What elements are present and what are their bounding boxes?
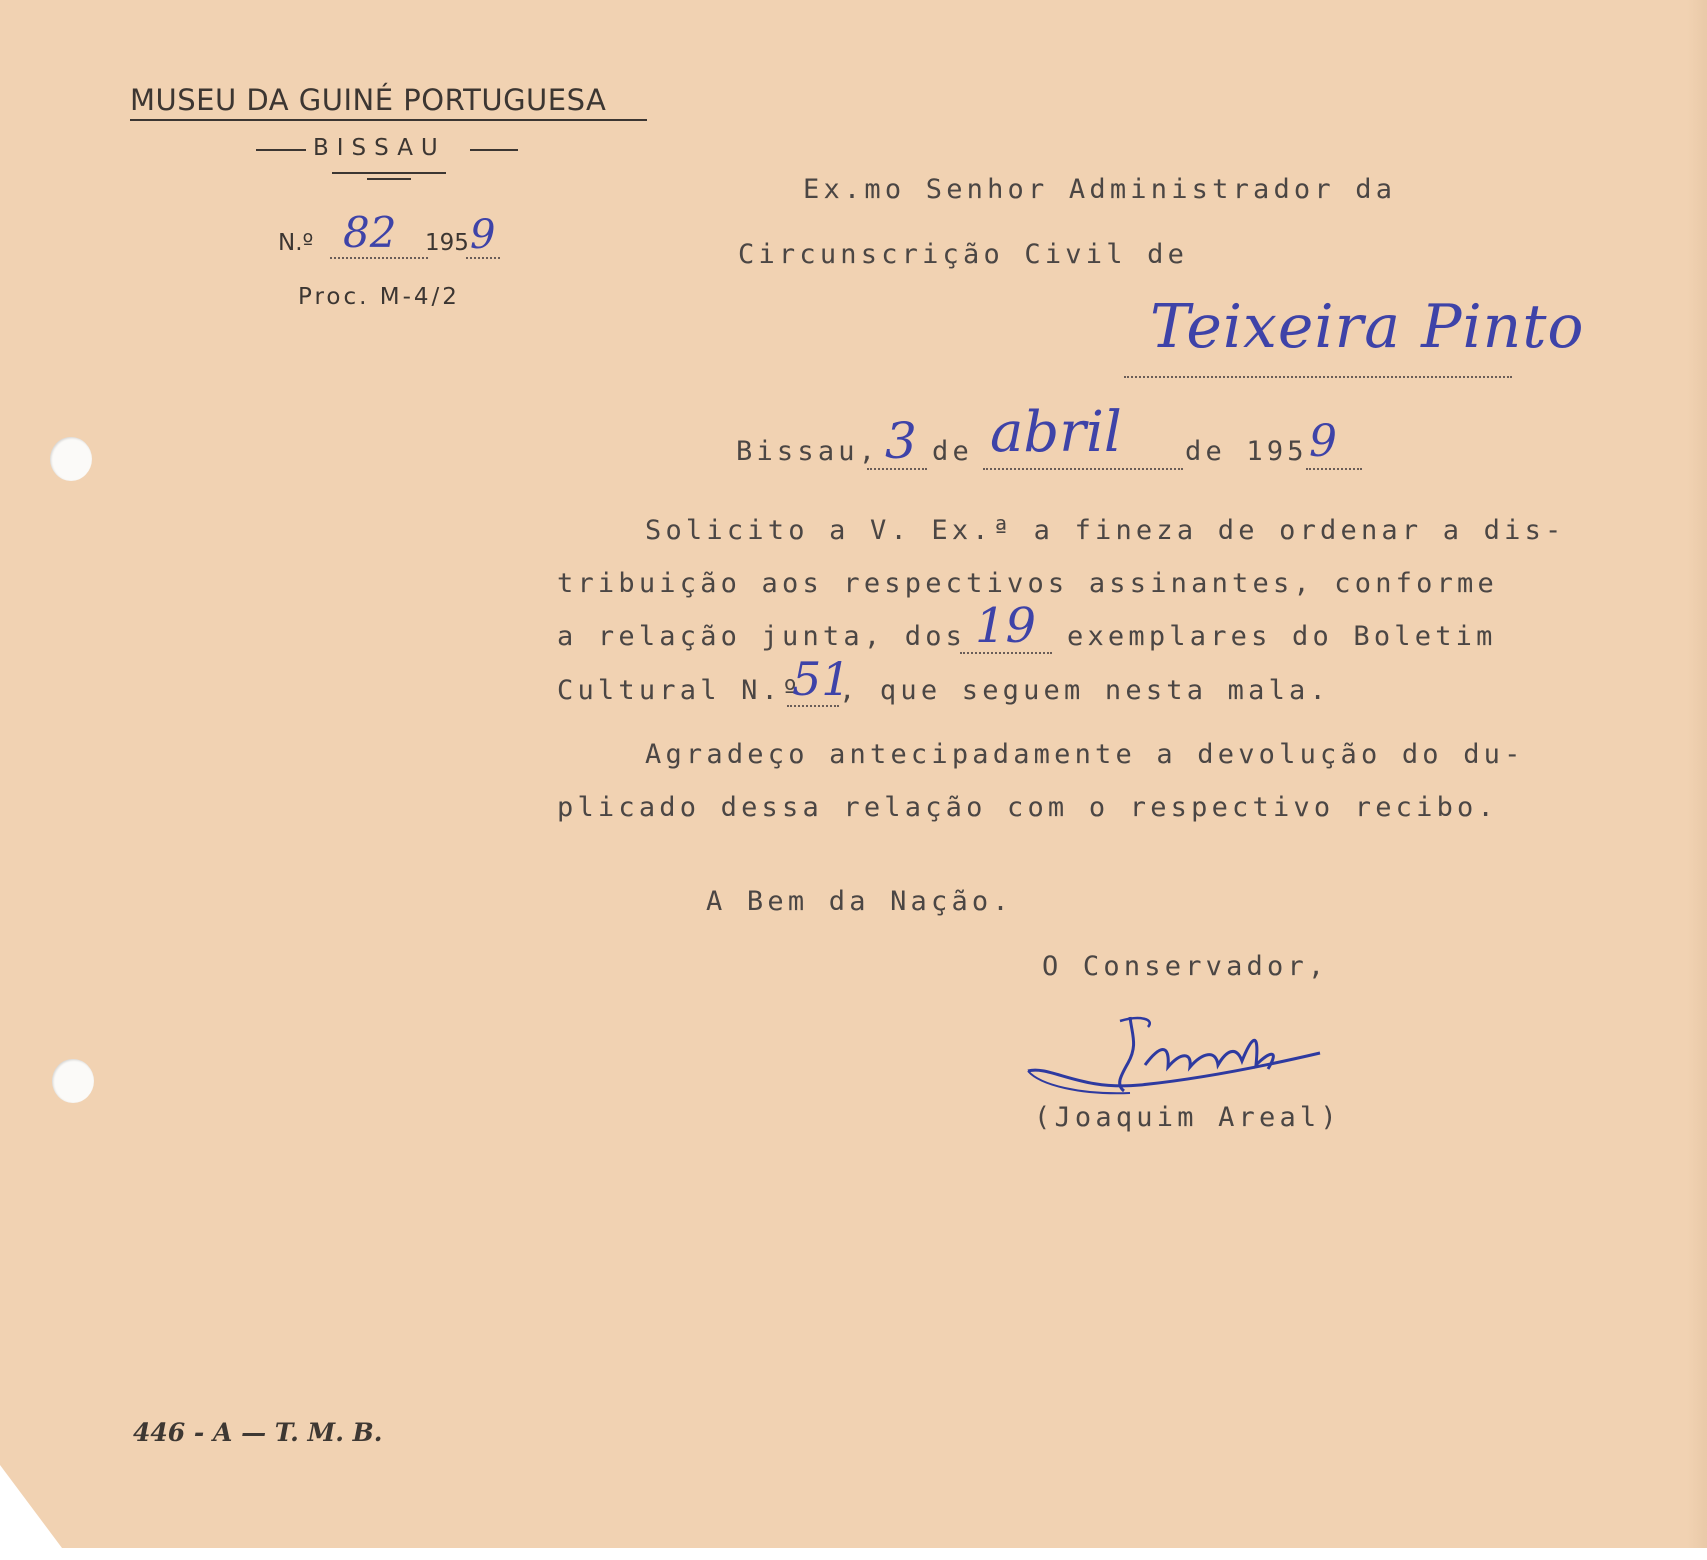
handwritten-year-digit: 9 (470, 212, 496, 258)
recipient-line-2: Circunscrição Civil de (738, 239, 1189, 270)
city-dash-left (256, 149, 306, 151)
handwritten-month: abril (990, 400, 1122, 465)
paragraph-1-line-3a: a relação junta, dos (557, 621, 967, 652)
handwritten-date-year-digit: 9 (1309, 416, 1337, 467)
number-label: N.º (278, 230, 314, 256)
paragraph-1-line-2: tribuição aos respectivos assinantes, conforme (557, 568, 1498, 599)
city-underline-short (367, 178, 411, 180)
handwritten-bulletin-number: 51 (792, 652, 851, 706)
punch-hole-bottom (52, 1059, 94, 1103)
closing-salutation: A Bem da Nação. (706, 886, 1013, 917)
recipient-line-1: Ex.mo Senhor Administrador da (803, 174, 1397, 205)
letterhead-rule (130, 119, 647, 121)
paragraph-1-line-1: Solicito a V. Ex.ª a fineza de ordenar a dis- (645, 515, 1566, 546)
paragraph-1-line-4a: Cultural N.º (557, 675, 803, 706)
process-reference: Proc. M-4/2 (298, 284, 460, 310)
handwritten-day: 3 (885, 412, 917, 470)
paragraph-1-line-4b: , que seguem nesta mala. (839, 675, 1330, 706)
page-edge (1687, 0, 1707, 1548)
paragraph-1-line-3b: exemplares do Boletim (1067, 621, 1497, 652)
handwritten-quantity: 19 (975, 598, 1037, 654)
letterhead-city: BISSAU (313, 135, 446, 161)
punch-hole-top (50, 437, 92, 481)
institution-name: MUSEU DA GUINÉ PORTUGUESA (130, 83, 607, 117)
signature (1020, 1005, 1340, 1115)
year-prefix: 195 (425, 230, 469, 256)
handwritten-place-name: Teixeira Pinto (1150, 292, 1585, 362)
signatory-name: (Joaquim Areal) (1034, 1102, 1341, 1133)
paragraph-2-line-1: Agradeço antecipadamente a devolução do du- (645, 739, 1525, 770)
date-de-2: de 195 (1185, 436, 1308, 467)
handwritten-number: 82 (343, 208, 397, 257)
date-city: Bissau, (736, 436, 880, 467)
paragraph-2-line-2: plicado dessa relação com o respectivo recibo. (557, 792, 1498, 823)
print-code: 446 - A — T. M. B. (133, 1418, 383, 1447)
date-de-1: de (932, 436, 973, 467)
city-underline (332, 172, 446, 174)
signatory-title: O Conservador, (1042, 951, 1329, 982)
city-dash-right (470, 149, 518, 151)
